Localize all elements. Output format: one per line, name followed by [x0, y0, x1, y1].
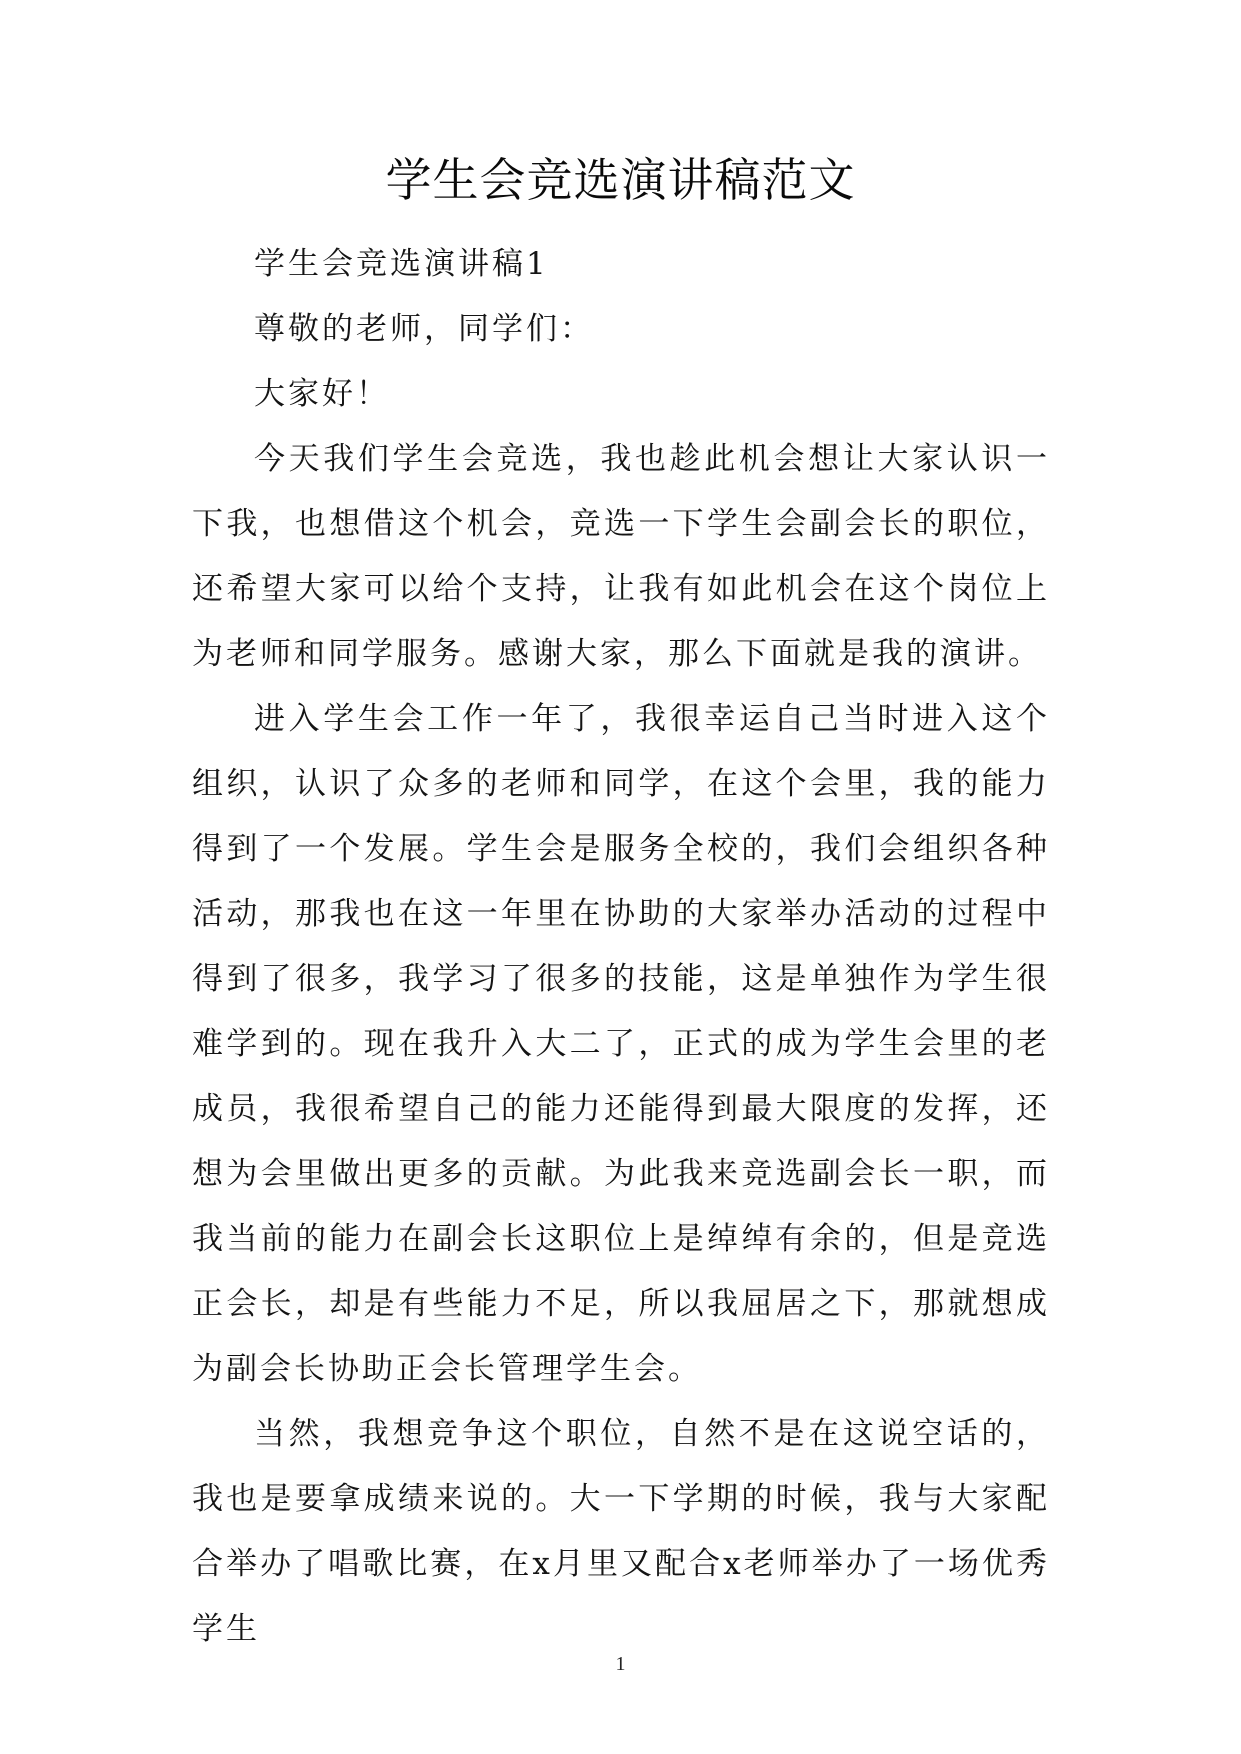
- document-title: 学生会竞选演讲稿范文: [385, 153, 856, 207]
- document-body: [192, 232, 1050, 1662]
- speech-subtitle: 学生会竞选演讲稿1: [254, 246, 549, 282]
- salutation: 尊敬的老师，同学们：: [254, 311, 594, 347]
- page-number: 1: [615, 1653, 626, 1675]
- paragraph-experience: 进入学生会工作一年了，我很幸运自己当时进入这个组织，认识了众多的老师和同学，在这个会里，我的能力得到了一个发展。学生会是服务全校的，我们会组织各种活动，那我也在这一年里在协助的大家举办活动的过程中得到了很多，我学习了很多的技能，这是单独作为学生很难学到的。现在我升入大二了，正式的成为学生会里的老成员，我很希望自己的能力还能得到最大限度的发挥，还想为会里做出更多的贡献。为此我来竞选副会长一职，而我当前的能力在副会长这职位上是绰绰有余的，但是竞选正会长，却是有些能力不足，所以我屈居之下，那就想成为副会长协助正会长管理学生会。: [192, 701, 1050, 1387]
- paragraph-achievements: 当然，我想竞争这个职位，自然不是在这说空话的，我也是要拿成绩来说的。大一下学期的时候，我与大家配合举办了唱歌比赛，在x月里又配合x老师举办了一场优秀学生: [192, 1416, 1050, 1647]
- greeting: 大家好！: [254, 376, 390, 412]
- paragraph-intro: 今天我们学生会竞选，我也趁此机会想让大家认识一下我，也想借这个机会，竞选一下学生会副会长的职位，还希望大家可以给个支持，让我有如此机会在这个岗位上为老师和同学服务。感谢大家，那么下面就是我的演讲。: [192, 441, 1050, 672]
